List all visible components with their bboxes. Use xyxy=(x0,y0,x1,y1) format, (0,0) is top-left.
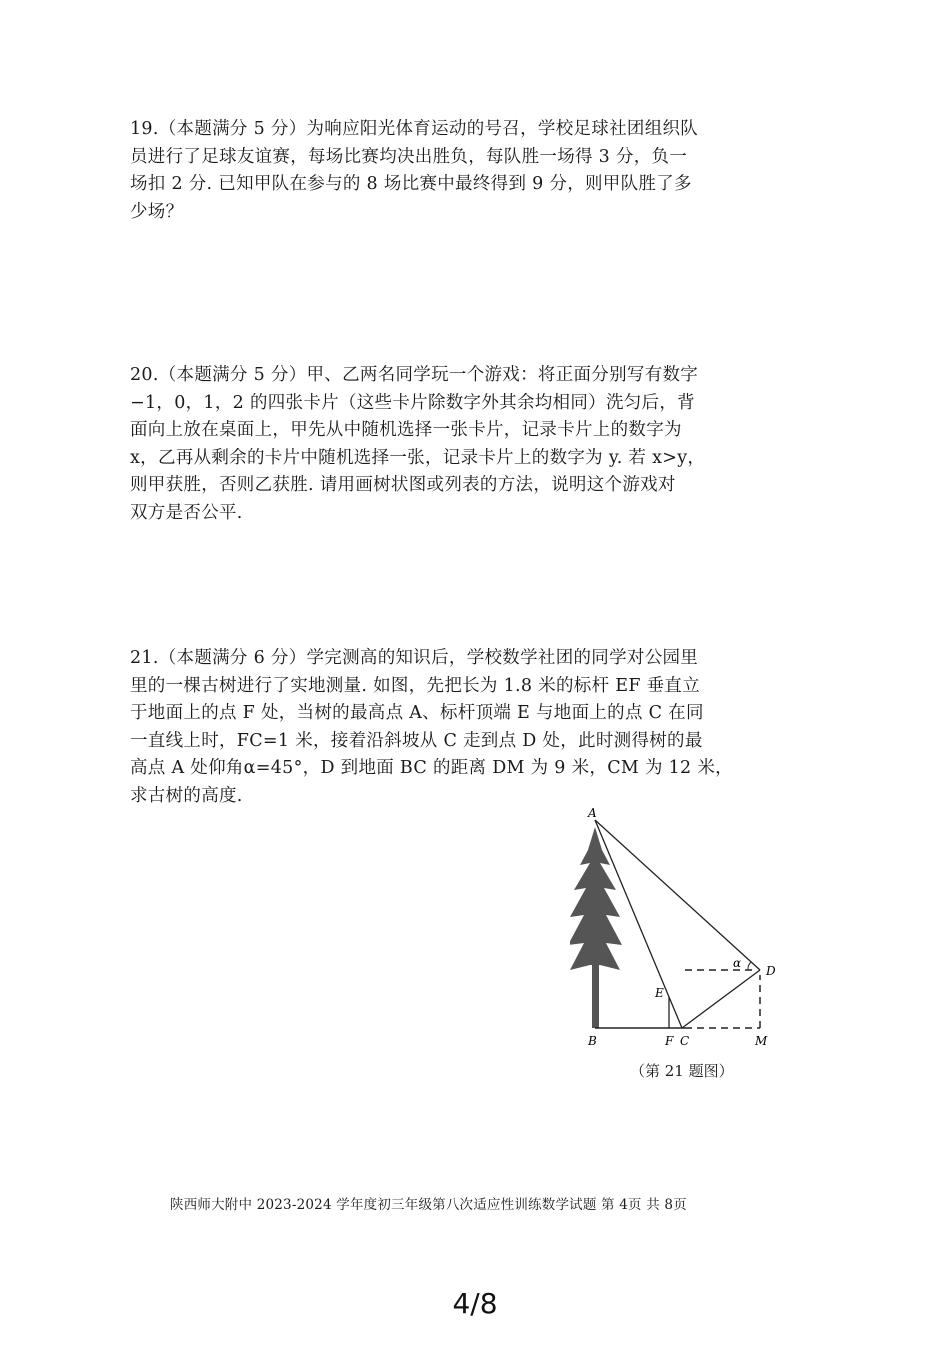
question-line: 高点 A 处仰角α=45°，D 到地面 BC 的距离 DM 为 9 米，CM 为 12 米， xyxy=(130,758,733,778)
label-m: M xyxy=(755,1034,768,1048)
label-f: F xyxy=(665,1034,674,1048)
question-19 xyxy=(130,116,785,226)
question-line: 里的一棵古树进行了实地测量. 如图，先把长为 1.8 米的标杆 EF 垂直立 xyxy=(130,675,701,696)
label-alpha: α xyxy=(733,956,742,970)
question-line: 面向上放在桌面上，甲先从中随机选择一张卡片，记录卡片上的数字为 xyxy=(130,420,682,440)
question-line: 场扣 2 分. 已知甲队在参与的 8 场比赛中最终得到 9 分，则甲队胜了多 xyxy=(130,174,692,194)
label-a: A xyxy=(588,806,597,820)
question-line: 双方是否公平. xyxy=(130,502,243,523)
label-d: D xyxy=(766,964,776,978)
question-line: 一直线上时，FC=1 米，接着沿斜坡从 C 走到点 D 处，此时测得树的最 xyxy=(130,730,703,751)
label-e: E xyxy=(655,986,664,1000)
page-indicator: 4/8 xyxy=(452,1287,498,1320)
question-20 xyxy=(130,362,785,527)
question-line: 20.（本题满分 5 分）甲、乙两名同学玩一个游戏：将正面分别写有数字 xyxy=(130,365,699,385)
question-line: x，乙再从剩余的卡片中随机选择一张，记录卡片上的数字为 y. 若 x>y， xyxy=(130,447,706,468)
question-line: −1，0，1，2 的四张卡片（这些卡片除数字外其余均相同）洗匀后，背 xyxy=(130,392,695,413)
label-b: B xyxy=(588,1034,597,1048)
question-21 xyxy=(130,645,785,810)
question-line: 21.（本题满分 6 分）学完测高的知识后，学校数学社团的同学对公园里 xyxy=(130,648,699,668)
question-line: 于地面上的点 F 处，当树的最高点 A、标杆顶端 E 与地面上的点 C 在同 xyxy=(130,703,704,723)
question-line: 员进行了足球友谊赛，每场比赛均决出胜负，每队胜一场得 3 分，负一 xyxy=(130,146,688,167)
figure-21-diagram xyxy=(570,805,800,1095)
label-c: C xyxy=(680,1034,690,1048)
question-line: 少场？ xyxy=(130,201,184,222)
question-line: 则甲获胜，否则乙获胜. 请用画树状图或列表的方法，说明这个游戏对 xyxy=(130,475,676,495)
question-line: 19.（本题满分 5 分）为响应阳光体育运动的号召，学校足球社团组织队 xyxy=(130,119,699,139)
figure-caption: （第 21 题图） xyxy=(630,1062,734,1080)
question-line: 求古树的高度. xyxy=(130,785,243,806)
tree-icon xyxy=(570,827,622,1028)
page-footer: 陕西师大附中 2023-2024 学年度初三年级第八次适应性训练数学试题 第 4页 共 8页 xyxy=(170,1197,687,1213)
